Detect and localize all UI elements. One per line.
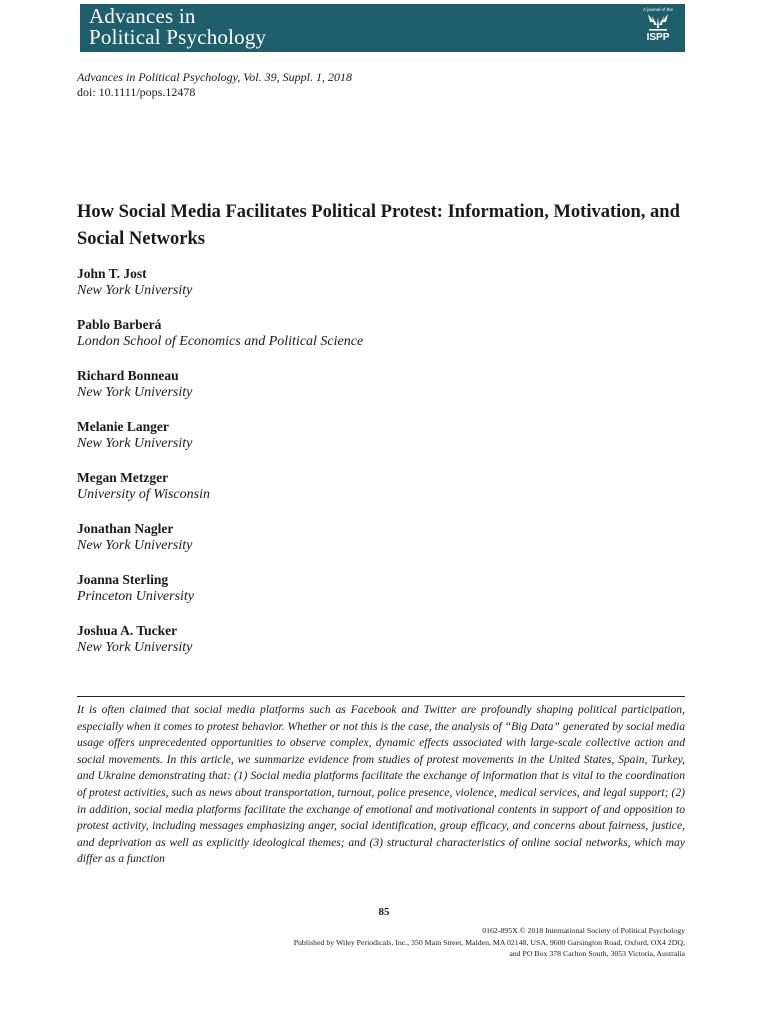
- footer-address: and PO Box 378 Carlton South, 3053 Victoria, Australia: [509, 949, 685, 958]
- article-title: How Social Media Facilitates Political Protest: Information, Motivation, and Social Networks: [77, 202, 680, 249]
- footer-publisher: Published by Wiley Periodicals, Inc., 350 Main Street, Malden, MA 02148, USA, 9600 Garsington Road, Oxford, OX4 2DQ,: [293, 937, 685, 947]
- author-name: Joshua A. Tucker: [77, 623, 178, 638]
- footer-copyright: 0162-895X © 2018 International Society of Political Psychology: [482, 926, 685, 935]
- journal-banner: [80, 4, 685, 52]
- page-number: 85: [378, 906, 390, 918]
- author-name: Jonathan Nagler: [77, 521, 174, 536]
- author-entry: [77, 316, 677, 367]
- copyright-footer: [165, 925, 685, 960]
- citation-journal: Advances in Political Psychology, Vol. 39, Suppl. 1, 2018: [77, 70, 352, 84]
- citation-doi: doi: 10.1111/pops.12478: [77, 85, 196, 99]
- author-affiliation: New York University: [77, 538, 193, 553]
- author-affiliation: London School of Economics and Political Science: [77, 334, 364, 349]
- author-name: Richard Bonneau: [77, 368, 179, 383]
- citation-block: [77, 70, 352, 100]
- author-name: Melanie Langer: [77, 419, 169, 434]
- logo-tagline: A journal of the: [642, 7, 674, 12]
- author-affiliation: New York University: [77, 640, 193, 655]
- author-name: Joanna Sterling: [77, 572, 169, 587]
- author-affiliation: New York University: [77, 436, 193, 451]
- author-name: Pablo Barberá: [77, 317, 162, 332]
- author-name: John T. Jost: [77, 266, 147, 281]
- journal-banner-title: Advances in Political Psychology: [89, 4, 267, 49]
- author-entry: [77, 571, 677, 622]
- author-affiliation: University of Wisconsin: [77, 487, 210, 502]
- author-name: Megan Metzger: [77, 470, 169, 485]
- author-entry: [77, 469, 677, 520]
- author-affiliation: New York University: [77, 283, 193, 298]
- logo-org-name: ISPP: [646, 32, 670, 43]
- author-entry: [77, 520, 677, 571]
- author-entry: [77, 418, 677, 469]
- abstract-divider: [77, 696, 685, 697]
- abstract-text: It is often claimed that social media platforms such as Facebook and Twitter are profoundly shaping political participation, especially when it comes to protest behavior. Whether or not this is the case, the analysis of “Big Data” generated by social media usage offers unprecedented opportunities to observe complex, dynamic effects associated with large-scale collective action and social movements. In this article, we summarize evidence from studies of protest movements in the United States, Spain, Turkey, and Ukraine demonstrating that: (1) Social media platforms facilitate the exchange of information that is vital to the coordination of protest activities, such as news about transportation, turnout, police presence, violence, medical services, and legal support; (2) in addition, social media platforms facilitate the exchange of emotional and motivational contents in support of and opposition to protest activity, including messages emphasizing anger, social identification, group efficacy, and concerns about fairness, justice, and deprivation as well as explicitly ideological themes; and (3) structural characteristics of online social networks, which may differ as a function: [77, 703, 685, 866]
- author-affiliation: Princeton University: [77, 589, 195, 604]
- author-entry: [77, 265, 677, 316]
- author-list: [77, 265, 677, 673]
- ispp-emblem-icon: [646, 13, 670, 33]
- author-affiliation: New York University: [77, 385, 193, 400]
- ispp-logo: [635, 7, 681, 49]
- author-entry: [77, 367, 677, 418]
- author-entry: [77, 622, 677, 673]
